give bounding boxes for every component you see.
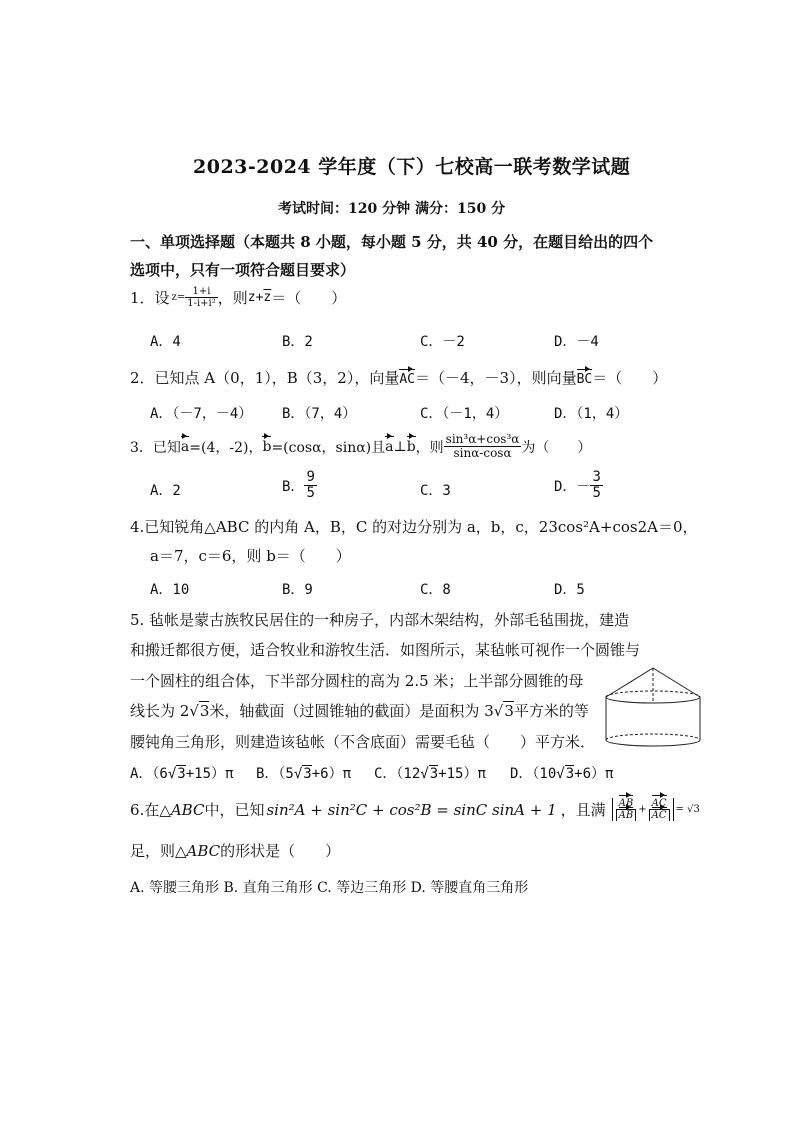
q3-option-d-den: 5 [592,485,601,502]
q3-option-b-num: 9 [306,469,315,485]
q6-ab-num: AB [618,798,634,809]
q5-opt-b-3: +6）π [311,766,352,782]
q3-vector-b: b [262,438,272,455]
q5-opt-c-1: C．（12 [374,766,421,782]
q3-option-a: A．2 [150,483,181,499]
question-6-line2 [130,840,340,861]
question-2 [130,367,667,388]
q6-line2-b: 的形状是（ ） [220,842,341,860]
q3-text-f: 为（ ） [521,439,592,456]
q1-prefix: 1．设 [130,289,170,307]
q3-text-a: 3．已知 [130,439,181,456]
question-5-line1: 5. 毡帐是蒙古族牧民居住的一种房子，内部木架结构，外部毛毡围拢，建造 [130,611,630,629]
q6-line2-triangle: △ABC [175,842,221,860]
q3-option-c: C．3 [420,483,451,499]
q1-expr-zbar: $\overline{z}$ [263,290,272,305]
page-title: 2023-2024 学年度（下）七校高一联考数学试题 [193,156,631,178]
q6-rhs: = √3 [675,804,700,815]
q1-option-b: B．2 [282,334,313,350]
q5-opt-a-2: 3 [177,766,186,782]
q3-option-d-num: 3 [592,469,601,485]
q3-option-b-fraction [304,470,316,502]
q4-option-c: C．8 [420,582,451,598]
q3-vector-a-2: a [385,438,394,455]
q5-opt-c-2: 3 [429,766,439,782]
q5-opt-d-2: 3 [565,766,575,782]
q6-ac-den: AC [651,810,667,821]
q5-option-c: C．（12√3+15）π [374,766,486,782]
q3-perp: ⊥ [393,438,407,455]
q1-numerator: 1+i [185,286,218,298]
q3-option-b-label: B． [282,478,305,495]
yurt-figure [602,666,704,756]
q5-option-b: B．（5√3+6）π [256,766,352,782]
q1-option-d: D．－4 [554,334,599,350]
q6-vector-norm: $\frac{AB}{AB}$ + $\frac{AC}{AC}$ [612,798,674,821]
q5-opt-a-1: A．（6 [130,766,168,782]
bottom-ellipse-front [606,740,700,746]
q6-ac-num: AC [651,798,667,809]
q5-option-d: D．（10√3+6）π [510,766,614,782]
q1-fraction [185,286,218,309]
q3-vector-b-2: b [406,438,416,455]
bottom-ellipse-back [606,734,700,740]
q5-line4-sqrt2: 3 [504,702,514,720]
q1-mid: ，则 [217,289,248,307]
q5-line4-c: 米，轴截面（过圆锥轴的截面）是面积为 3 [209,702,494,720]
question-4-line2: a＝7，c＝6，则 b＝（ ） [150,547,351,565]
q3-option-d-label: D．－ [554,478,591,495]
q5-opt-a-3: +15）π [185,766,234,782]
q1-denominator: 1-i+i² [187,298,216,309]
q3-text-e: ，则 [415,439,444,456]
q1-suffix: ＝（ ） [271,289,347,307]
q6-line2-a: 足，则 [130,842,176,860]
q2-text-a: 2．已知点 A（0，1），B（3，2），向量 [130,369,400,387]
q3-option-d [554,470,603,502]
q6-equation: sin²A + sin²C + cos²B = sinC sinA + 1 [266,800,557,819]
q3-text-c: =(cosα，sinα)且 [271,439,386,456]
q3-option-b-den: 5 [306,485,315,502]
q2-option-a: A．（－7，－4） [150,406,253,422]
q5-opt-b-1: B．（5 [256,766,294,782]
q5-line4-sqrt1: 3 [199,702,210,720]
q5-line4-e: 平方米的等 [513,702,589,720]
q1-option-a: A．4 [150,334,181,350]
question-5-line3: 一个圆柱的组合体，下半部分圆柱的高为 2.5 米；上半部分圆锥的母 [130,672,584,690]
question-6-line1 [130,798,700,821]
q2-option-c: C．（－1，4） [420,406,509,422]
cone-right-edge [653,668,700,697]
q3-text-b: =(4，-2)， [189,439,263,456]
question-3 [130,433,591,460]
q6-frac-ab [616,798,637,821]
question-5-line5: 腰钝角三角形，则建造该毡帐（不含底面）需要毛毡（ ）平方米． [130,733,596,751]
q1-expr-z: z+ [247,290,264,305]
q6-frac-ac [649,798,670,821]
question-4-line1: 4.已知锐角△ABC 的内角 A，B，C 的对边分别为 a，b，c，23cos²A+cos2A＝0， [130,518,698,536]
section-heading-line2: 选项中，只有一项符合题目要求） [130,261,356,279]
q2-option-b: B．（7，4） [282,406,357,422]
q2-text-b: ＝（－4，－3），则向量 [415,369,577,387]
q3-fraction [444,433,522,460]
question-5-line2: 和搬迁都很方便，适合牧业和游牧生活．如图所示，某毡帐可视作一个圆锥与 [130,641,641,659]
exam-info: 考试时间：120 分钟 满分：150 分 [278,201,506,217]
q6-triangle: △ABC [159,800,205,819]
q2-vector-ac: AC [399,372,415,387]
q5-line4-a: 线长为 2 [130,702,190,720]
q3-numerator: sin³α+cos³α [445,432,520,446]
q1-option-c: C．－2 [420,334,465,350]
q1-z: z= [171,292,186,303]
q3-denominator: sinα-cosα [453,446,512,461]
q2-text-c: ＝（ ） [592,369,668,387]
q2-vector-bc: BC [576,372,593,387]
q5-opt-d-3: +6）π [574,766,614,782]
q6-condition: ，且满 [560,801,606,819]
q4-option-b: B．9 [282,582,313,598]
q6-mid: 中，已知 [204,801,265,819]
q5-opt-c-3: +15）π [438,766,486,782]
section-heading-line1: 一、单项选择题（本题共 8 小题，每小题 5 分，共 40 分，在题目给出的四个 [130,233,654,251]
cone-left-edge [606,668,653,697]
q5-opt-b-2: 3 [303,766,312,782]
q6-ab-den: AB [618,810,634,821]
q3-vector-a: a [180,438,190,455]
question-1 [130,286,346,309]
q4-option-a: A．10 [150,582,190,598]
q6-prefix: 6.在 [130,801,160,819]
q6-options: A. 等腰三角形 B. 直角三角形 C. 等边三角形 D. 等腰直角三角形 [130,880,529,896]
question-5-line4: 线长为 2√3米，轴截面（过圆锥轴的截面）是面积为 3√3平方米的等 [130,702,589,720]
q5-option-a: A．（6√3+15）π [130,766,234,782]
q3-option-b [282,470,317,502]
q4-option-d: D．5 [554,582,585,598]
q5-opt-d-1: D．（10 [510,766,557,782]
q3-option-d-fraction [590,470,602,502]
q2-option-d: D．（1，4） [554,406,629,422]
